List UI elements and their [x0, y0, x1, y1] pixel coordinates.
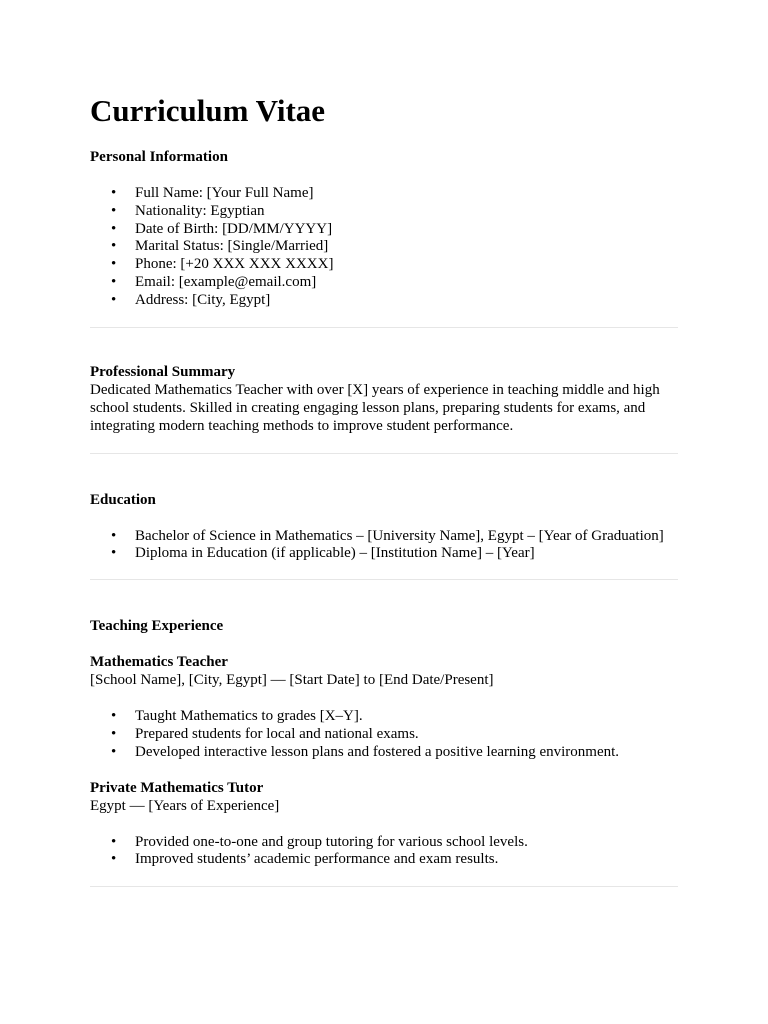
education-heading: Education — [90, 491, 156, 508]
job-duties-list — [90, 833, 678, 869]
list-item — [90, 743, 678, 761]
list-item-text: Developed interactive lesson plans and fostered a positive learning environment. — [135, 743, 620, 760]
list-item — [90, 544, 678, 562]
bullet-icon: • — [111, 833, 117, 850]
job-subtitle: Egypt — [Years of Experience] — [90, 797, 280, 814]
section-divider — [90, 453, 678, 454]
list-item-text: Nationality: Egyptian — [135, 202, 265, 219]
list-item — [90, 291, 678, 309]
document-title: Curriculum Vitae — [90, 93, 326, 128]
experience-heading: Teaching Experience — [90, 618, 224, 635]
bullet-icon: • — [111, 220, 117, 237]
list-item — [90, 237, 678, 255]
list-item-text: Bachelor of Science in Mathematics – [University Name], Egypt – [Year of Graduation] — [135, 527, 664, 544]
list-item — [90, 184, 678, 202]
bullet-icon: • — [111, 743, 117, 760]
list-item-text: Diploma in Education (if applicable) – [Institution Name] – [Year] — [135, 545, 535, 562]
bullet-icon: • — [111, 527, 117, 544]
document-content — [90, 92, 678, 887]
list-item-text: Taught Mathematics to grades [X–Y]. — [135, 708, 363, 725]
bullet-icon: • — [111, 185, 117, 201]
job-title: Private Mathematics Tutor — [90, 779, 264, 796]
job-title: Mathematics Teacher — [90, 654, 228, 671]
bullet-icon: • — [111, 202, 117, 219]
bullet-icon: • — [111, 256, 117, 273]
list-item — [90, 273, 678, 291]
education-list — [90, 527, 678, 563]
list-item — [90, 202, 678, 220]
personal-info-heading: Personal Information — [90, 149, 228, 165]
list-item-text: Provided one-to-one and group tutoring for various school levels. — [135, 833, 528, 850]
list-item-text: Prepared students for local and national exams. — [135, 725, 419, 742]
section-divider — [90, 886, 678, 887]
list-item-text: Address: [City, Egypt] — [135, 291, 271, 308]
summary-text: Dedicated Mathematics Teacher with over [X] years of experience in teaching middle and high school students. Skilled in creating engaging lesson plans, preparing students for exams, and integrating modern teaching methods to improve student performance. — [90, 381, 660, 434]
bullet-icon: • — [111, 851, 117, 868]
list-item-text: Email: [example@email.com] — [135, 273, 317, 290]
bullet-icon: • — [111, 273, 117, 290]
list-item-text: Full Name: [Your Full Name] — [135, 185, 314, 201]
list-item-text: Improved students’ academic performance and exam results. — [135, 851, 499, 868]
job-subtitle: [School Name], [City, Egypt] — [Start Date] to [End Date/Present] — [90, 672, 494, 689]
bullet-icon: • — [111, 291, 117, 308]
list-item — [90, 255, 678, 273]
bullet-icon: • — [111, 725, 117, 742]
personal-info-list — [90, 184, 678, 309]
job-duties-list — [90, 707, 678, 760]
list-item — [90, 220, 678, 238]
section-divider — [90, 579, 678, 580]
list-item — [90, 833, 678, 851]
bullet-icon: • — [111, 238, 117, 255]
list-item — [90, 725, 678, 743]
list-item — [90, 707, 678, 725]
list-item-text: Date of Birth: [DD/MM/YYYY] — [135, 220, 333, 237]
list-item — [90, 527, 678, 545]
list-item — [90, 850, 678, 868]
list-item-text: Phone: [+20 XXX XXX XXXX] — [135, 256, 334, 273]
summary-heading: Professional Summary — [90, 363, 236, 380]
section-divider — [90, 327, 678, 328]
bullet-icon: • — [111, 545, 117, 562]
bullet-icon: • — [111, 708, 117, 725]
list-item-text: Marital Status: [Single/Married] — [135, 238, 329, 255]
